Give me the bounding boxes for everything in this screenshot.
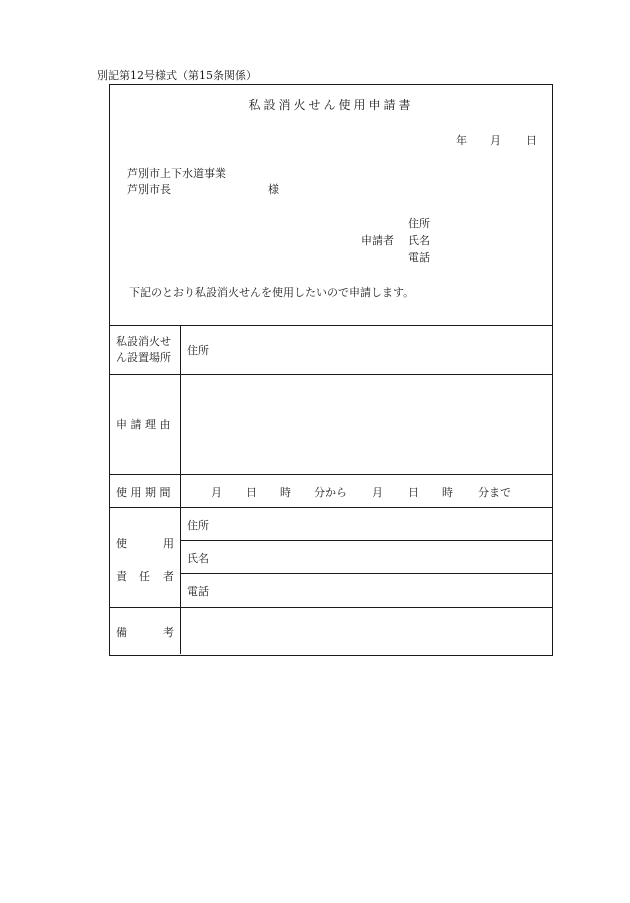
addressee-line1: 芦別市上下水道事業 — [127, 167, 226, 180]
reason-label: 申 請 理 由 — [116, 418, 171, 431]
reason-content-cell[interactable] — [180, 374, 552, 474]
period-start-hour: 時 — [280, 486, 291, 499]
period-end-minute: 分まで — [478, 486, 511, 499]
remarks-content-cell[interactable] — [180, 607, 552, 654]
responsible-name-label: 氏名 — [187, 552, 209, 565]
period-end-month: 月 — [372, 486, 383, 499]
location-label-cell — [110, 325, 181, 374]
responsible-phone-label: 電話 — [187, 585, 209, 598]
period-label: 使 用 期 間 — [116, 486, 171, 499]
applicant-address-label: 住所 — [408, 217, 430, 230]
remarks-label-cell — [110, 607, 181, 654]
reason-label-cell — [110, 374, 181, 474]
form-header-section — [110, 85, 552, 326]
period-row — [110, 474, 552, 508]
addressee-line2: 芦別市長 — [127, 183, 171, 196]
responsible-label-yo: 用 — [163, 537, 174, 550]
responsible-phone-cell[interactable] — [180, 573, 552, 607]
form-title: 私設消火せん使用申請書 — [248, 98, 414, 112]
responsible-label-cell — [110, 507, 181, 607]
date-day: 日 — [526, 134, 537, 147]
responsible-label-sha: 者 — [163, 570, 174, 583]
responsible-row — [110, 507, 552, 608]
applicant-phone-label: 電話 — [408, 251, 430, 264]
location-label-line2: ん設置場所 — [116, 351, 171, 364]
addressee-honorific: 様 — [268, 183, 279, 196]
remarks-row — [110, 607, 552, 654]
location-address-label: 住所 — [187, 344, 209, 357]
responsible-label-seki: 責 — [116, 570, 127, 583]
applicant-label: 申請者 — [361, 234, 394, 247]
form-caption: 別記第12号様式（第15条関係） — [97, 69, 257, 82]
remarks-label-bi: 備 — [116, 626, 127, 639]
responsible-label-use: 使 — [116, 537, 127, 550]
reason-row — [110, 374, 552, 475]
application-form — [109, 84, 553, 656]
period-label-cell — [110, 474, 181, 507]
period-content-cell[interactable] — [180, 474, 552, 507]
period-end-day: 日 — [408, 486, 419, 499]
period-start-day: 日 — [246, 486, 257, 499]
responsible-label-nin: 任 — [139, 570, 150, 583]
location-row — [110, 325, 552, 375]
applicant-name-label: 氏名 — [408, 234, 430, 247]
responsible-address-label: 住所 — [187, 519, 209, 532]
remarks-label-ko: 考 — [163, 626, 174, 639]
location-label-line1: 私設消火せ — [116, 335, 171, 348]
period-start-minute: 分から — [314, 486, 347, 499]
period-end-hour: 時 — [442, 486, 453, 499]
application-statement: 下記のとおり私設消火せんを使用したいので申請します。 — [129, 286, 415, 299]
responsible-content-cell — [180, 507, 552, 607]
location-content-cell[interactable] — [180, 325, 552, 374]
period-start-month: 月 — [211, 486, 222, 499]
responsible-name-cell[interactable] — [180, 540, 552, 574]
date-month: 月 — [490, 134, 501, 147]
date-year: 年 — [456, 134, 467, 147]
responsible-address-cell[interactable] — [180, 507, 552, 541]
